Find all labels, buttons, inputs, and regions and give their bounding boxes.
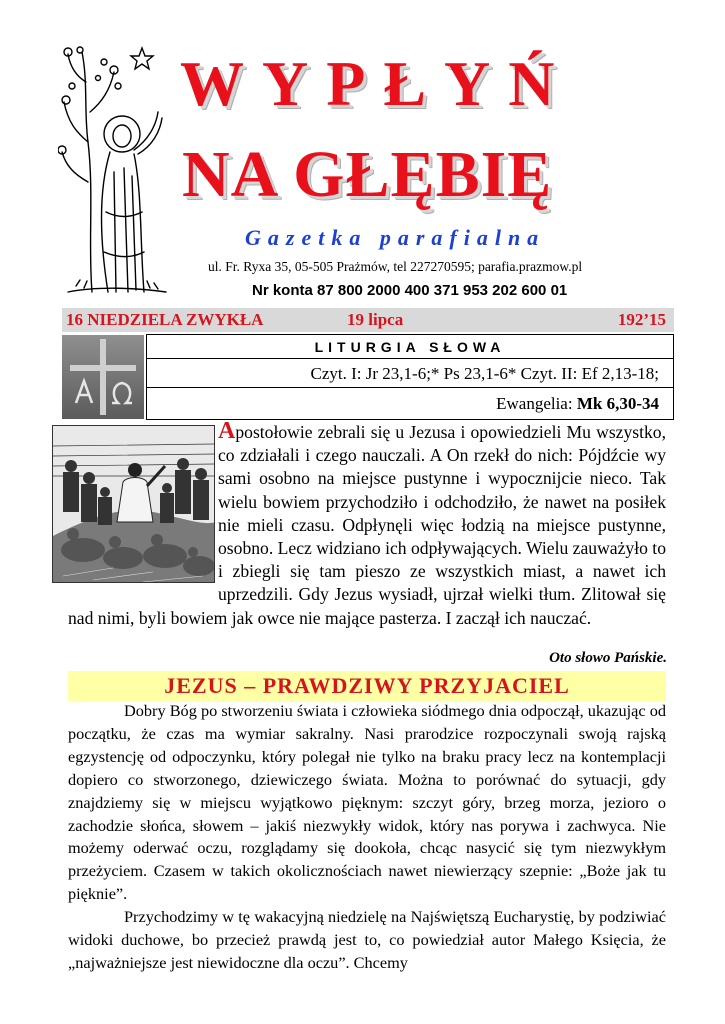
liturgy-heading: LITURGIA SŁOWA xyxy=(147,335,673,359)
article-body xyxy=(68,700,666,975)
bank-account: Nr konta 87 800 2000 400 371 953 202 600 01 xyxy=(252,282,568,299)
issue-date: 19 lipca xyxy=(347,310,404,329)
saint-with-tree-illustration xyxy=(58,42,170,294)
masthead-subtitle: Gazetka parafialna xyxy=(245,225,546,250)
liturgy-readings: Czyt. I: Jr 23,1-6;* Ps 23,1-6* Czyt. II: Ef 2,13-18; xyxy=(147,359,673,388)
liturgy-box xyxy=(146,334,674,420)
liturgical-sunday: 16 NIEDZIELA ZWYKŁA xyxy=(66,310,264,329)
masthead-title-line-1: WYPŁYŃ xyxy=(180,48,573,119)
gospel-closing: Oto słowo Pańskie. xyxy=(549,650,667,666)
gospel-label: Ewangelia: xyxy=(496,394,573,413)
image-wrap-spacer xyxy=(68,420,218,586)
issue-number: 192’15 xyxy=(617,310,666,329)
article-paragraph: Dobry Bóg po stworzeniu świata i człowieka siódmego dnia odpoczął, ukazując od początku, że czas ma wymiar sakralny. Nasi prarodzice rozpoczynali swoją rajską egzystencję od odpoczynku, który polegał nie tylko na braku pracy lecz na kontemplacji dopiero co stworzonego, dziewiczego świata. Można to porównać do sytuacji, gdy znajdziemy się w miejscu wyjątkowo pięknym: szczyt góry, brzeg morza, jezioro o zachodzie słońca, słowem – jakiś niezwykły widok, który nas porywa i zachwyca. Nie możemy oderwać oczu, rozglądamy się dookoła, chcąc nasycić się tym niezwykłym przeżyciem. Czasem w takich okolicznościach nawet niewierzący szepnie: „Boże jak tu pięknie”. xyxy=(68,701,666,904)
masthead-title-line-2: NA GŁĘBIĘ xyxy=(182,138,553,211)
article-heading: JEZUS – PRAWDZIWY PRZYJACIEL xyxy=(68,671,666,701)
gospel-reference: Mk 6,30-34 xyxy=(576,394,659,413)
date-bar xyxy=(62,308,674,332)
article-paragraph: Przychodzimy w tę wakacyjną niedzielę na Najświętszą Eucharystię, by podziwiać widoki duchowe, bo przecież prawdą jest to, co powiedział autor Małego Księcia, że „najważniejsze jest niewidoczne dla oczu”. Chcemy xyxy=(68,907,666,972)
gospel-dropcap: A xyxy=(218,418,236,444)
gospel-text xyxy=(68,420,666,630)
liturgy-gospel-row xyxy=(147,388,673,420)
alpha-omega-cross-icon xyxy=(62,335,144,419)
gospel-body: postołowie zebrali się u Jezusa i opowiedzieli Mu wszystko, co zdziałali i czego nauczali. A On rzekł do nich: Pójdźcie wy sami osobno na miejsce pustynne i wypocznijcie nieco. Tak wielu bowiem przychodziło i odchodziło, że nawet na posiłek nie mieli czasu. Odpłynęli więc łodzią na miejsce pustynne, osobno. Lecz widziano ich odpływających. Wielu zauważyło to i zbiegli się tam pieszo ze wszystkich miast, a nawet ich uprzedzili. Gdy Jezus wysiadł, ujrzał wielki tłum. Zlitował się nad nimi, byli bowiem jak owce nie mające pasterza. I zaczął ich nauczać. xyxy=(68,422,666,628)
parish-address: ul. Fr. Ryxa 35, 05-505 Prażmów, tel 227270595; parafia.prazmow.pl xyxy=(208,259,583,274)
